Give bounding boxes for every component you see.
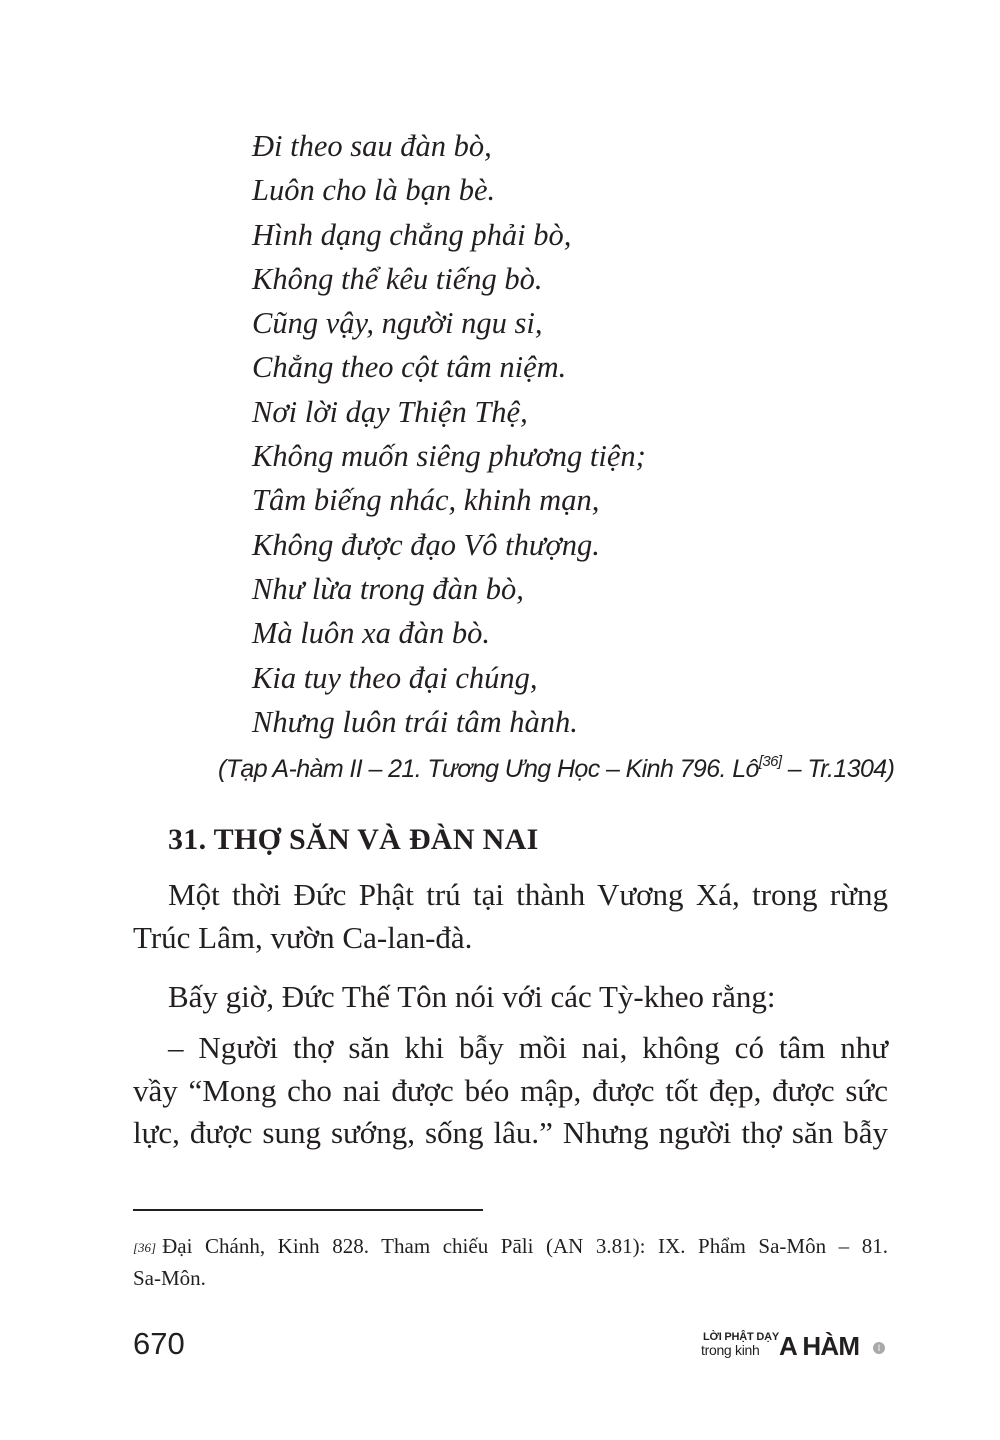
paragraph bbox=[133, 1027, 888, 1155]
verse-line: Mà luôn xa đàn bò. bbox=[252, 616, 491, 651]
verse-line: Nhưng luôn trái tâm hành. bbox=[252, 704, 578, 739]
paragraph bbox=[133, 874, 888, 959]
verse-block bbox=[252, 124, 952, 744]
footnote-line bbox=[133, 1230, 888, 1262]
footnote-reference[interactable]: [36] bbox=[758, 753, 782, 770]
footnote-mark: [36] bbox=[133, 1240, 157, 1255]
verse-line: Nơi lời dạy Thiện Thệ, bbox=[252, 394, 528, 429]
paragraph bbox=[133, 976, 888, 1019]
verse-line: Hình dạng chẳng phải bò, bbox=[252, 217, 572, 252]
verse-line: Không thể kêu tiếng bò. bbox=[252, 261, 543, 296]
verse-line: Cũng vậy, người ngu si, bbox=[252, 306, 543, 341]
verse-line: Không muốn siêng phương tiện; bbox=[252, 439, 646, 474]
volume-badge: I bbox=[873, 1342, 885, 1354]
logo-main: A HÀM bbox=[779, 1331, 860, 1361]
book-logo bbox=[700, 1331, 890, 1363]
paragraph-line: Bấy giờ, Đức Thế Tôn nói với các Tỳ-kheo rằng: bbox=[168, 979, 776, 1014]
verse-line: Kia tuy theo đại chúng, bbox=[252, 660, 538, 695]
citation-text: (Tạp A-hàm II – 21. Tương Ưng Học – Kinh 796. Lô bbox=[218, 755, 759, 783]
verse-line: Đi theo sau đàn bò, bbox=[252, 129, 492, 163]
verse-line: Chẳng theo cột tâm niệm. bbox=[252, 350, 567, 385]
citation-tail: – Tr.1304) bbox=[781, 755, 895, 783]
paragraph-line: lực, được sung sướng, sống lâu.” Nhưng người thợ săn bẫy bbox=[133, 1115, 888, 1150]
footnote-divider bbox=[133, 1209, 483, 1211]
footnote-line: Sa-Môn. bbox=[133, 1266, 206, 1290]
section-heading: 31. THỢ SĂN VÀ ĐÀN NAI bbox=[168, 823, 539, 856]
verse-citation bbox=[218, 755, 894, 784]
paragraph-line: – Người thợ săn khi bẫy mồi nai, không có tâm như bbox=[168, 1030, 888, 1065]
verse-line: Luôn cho là bạn bè. bbox=[252, 173, 496, 208]
verse-line: Không được đạo Vô thượng. bbox=[252, 527, 600, 562]
footnote bbox=[133, 1230, 888, 1294]
paragraph-line: Một thời Đức Phật trú tại thành Vương Xá, trong rừng bbox=[168, 877, 888, 912]
page-number: 670 bbox=[133, 1326, 185, 1361]
logo-line2: trong kinh bbox=[701, 1342, 760, 1358]
verse-line: Tâm biếng nhác, khinh mạn, bbox=[252, 483, 600, 518]
paragraph-line: vầy “Mong cho nai được béo mập, được tốt đẹp, được sức bbox=[133, 1072, 888, 1108]
footnote-text: Đại Chánh, Kinh 828. Tham chiếu Pāli (AN 3.81): IX. Phẩm Sa-Môn – 81. bbox=[162, 1234, 888, 1258]
verse-line: Như lừa trong đàn bò, bbox=[252, 571, 524, 606]
logo-line1: LỜI PHẬT DẠY bbox=[703, 1331, 780, 1343]
paragraph-line: Trúc Lâm, vườn Ca-lan-đà. bbox=[133, 919, 473, 955]
